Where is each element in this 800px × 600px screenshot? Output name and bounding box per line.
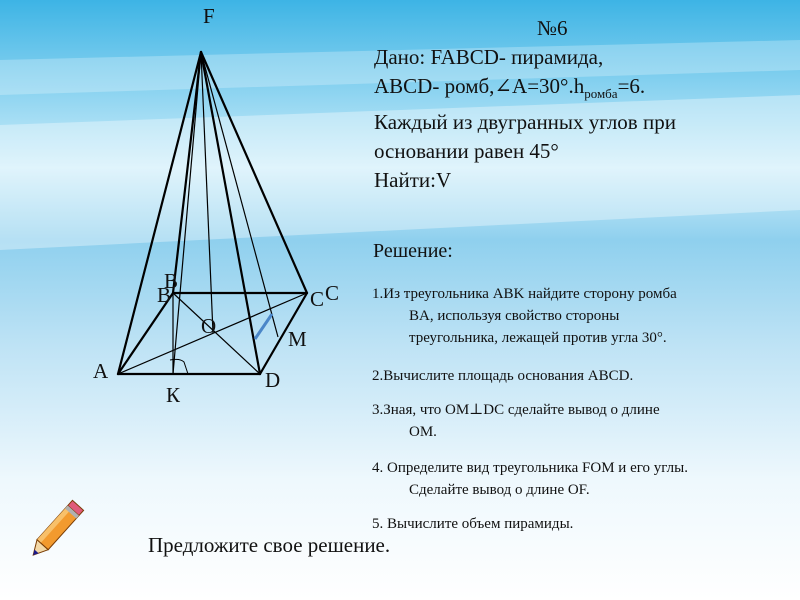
label-C-big: C	[325, 281, 340, 305]
angle-symbol: ∠	[494, 74, 513, 98]
segment-FK	[173, 52, 201, 374]
segment-FM	[201, 52, 278, 337]
h-subscript: ромба	[584, 86, 618, 101]
solution-title: Решение:	[373, 240, 453, 262]
pencil-icon	[26, 492, 96, 558]
label-O: O	[201, 314, 217, 338]
footer-prompt: Предложите свое решение.	[148, 533, 391, 557]
given-block	[374, 14, 676, 195]
edge-FA	[118, 52, 201, 374]
solution-step-2: 2.Вычислите площадь основания ABCD.	[372, 368, 634, 384]
pyramid-figure	[0, 0, 360, 420]
solution-step-4: 4. Определите вид треугольника FOM и его углы. Сделайте вывод о длине OF.	[372, 460, 688, 498]
label-F: F	[203, 4, 215, 28]
label-A: A	[93, 359, 109, 383]
solution-step-1: 1.Из треугольника ABK найдите сторону ромба BA, используя свойство стороны треугольника, лежащей против угла 30°.	[372, 286, 677, 346]
edge-FB	[173, 52, 201, 293]
given-line-2: ABCD- $ромб,\angle A=30^\circ.h_{ромба}=6$.	[374, 74, 646, 101]
edge-FC	[201, 52, 307, 293]
label-B-upper: B	[164, 269, 179, 293]
problem-number: №6	[537, 16, 568, 40]
label-B-lower: B	[157, 283, 172, 307]
solution-step-3: 3.Зная, что OM⊥DC сделайте вывод о длине OM.	[372, 402, 660, 440]
label-D: D	[265, 368, 281, 392]
given-line-5: Найти:V	[374, 168, 452, 192]
solution-step-5: 5. Вычислите объем пирамиды.	[372, 516, 574, 532]
given-line-3: Каждый из двугранных углов при	[374, 110, 676, 134]
given-line-1: Дано: FABCD- пирамида,	[374, 45, 604, 69]
label-K: К	[166, 383, 181, 407]
given-line-4: основании равен 45°	[374, 139, 559, 163]
label-C-small: C	[310, 287, 325, 311]
label-M: M	[288, 327, 307, 351]
segment-FO	[201, 52, 213, 333]
segment-OM	[255, 314, 272, 339]
perpendicular-symbol: ⊥	[469, 402, 484, 418]
